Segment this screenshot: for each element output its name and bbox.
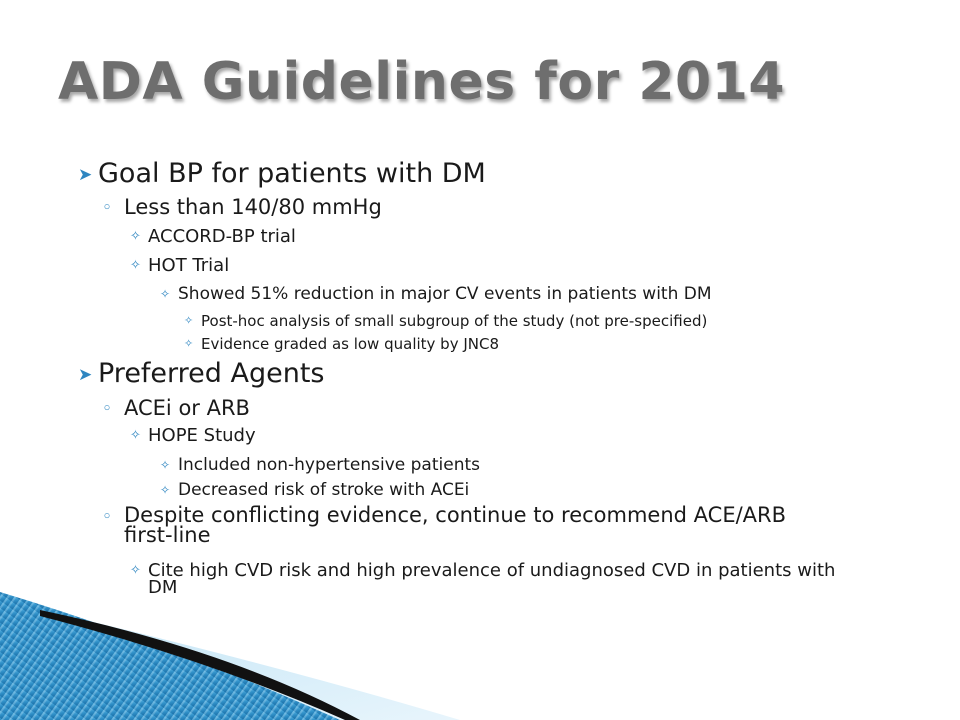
star-bullet-icon: ✧ (130, 428, 141, 443)
bullet-text: Decreased risk of stroke with ACEi (178, 480, 470, 500)
bullet-text: HOPE Study (148, 425, 256, 446)
bullet-text: Showed 51% reduction in major CV events in patients with DM (178, 284, 712, 304)
star-bullet-icon: ✧ (160, 483, 171, 497)
bullet-text: ACEi or ARB (124, 396, 250, 420)
bullet-text: Goal BP for patients with DM (98, 158, 486, 189)
star-bullet-icon: ✧ (130, 258, 141, 273)
bullet-text: Less than 140/80 mmHg (124, 195, 382, 219)
arrow-bullet-icon: ➤ (78, 165, 93, 185)
bullet-text: HOT Trial (148, 255, 230, 276)
bullet-text: Included non-hypertensive patients (178, 455, 480, 475)
blue-swoosh (0, 592, 340, 720)
bullet-text: Cite high CVD risk and high prevalence of undiagnosed CVD in patients with DM (148, 560, 836, 599)
star-bullet-icon: ✧ (184, 314, 194, 327)
star-bullet-icon: ✧ (130, 563, 141, 578)
star-bullet-icon: ✧ (160, 287, 171, 301)
slide-title: ADA Guidelines for 2014 (58, 52, 786, 112)
star-bullet-icon: ✧ (184, 337, 194, 350)
bullet-text: Despite conflicting evidence, continue to recommend ACE/ARB first-line (124, 503, 787, 547)
circle-bullet-icon: ◦ (102, 507, 113, 527)
bullet-text: Post-hoc analysis of small subgroup of the study (not pre-specified) (201, 312, 708, 330)
arrow-bullet-icon: ➤ (78, 365, 93, 385)
bullet-text: Preferred Agents (98, 358, 325, 389)
star-bullet-icon: ✧ (160, 458, 171, 472)
circle-bullet-icon: ◦ (102, 399, 113, 419)
bullet-text: ACCORD-BP trial (148, 226, 296, 247)
star-bullet-icon: ✧ (130, 229, 141, 244)
circle-bullet-icon: ◦ (102, 198, 113, 218)
bullet-text: Evidence graded as low quality by JNC8 (201, 335, 500, 353)
